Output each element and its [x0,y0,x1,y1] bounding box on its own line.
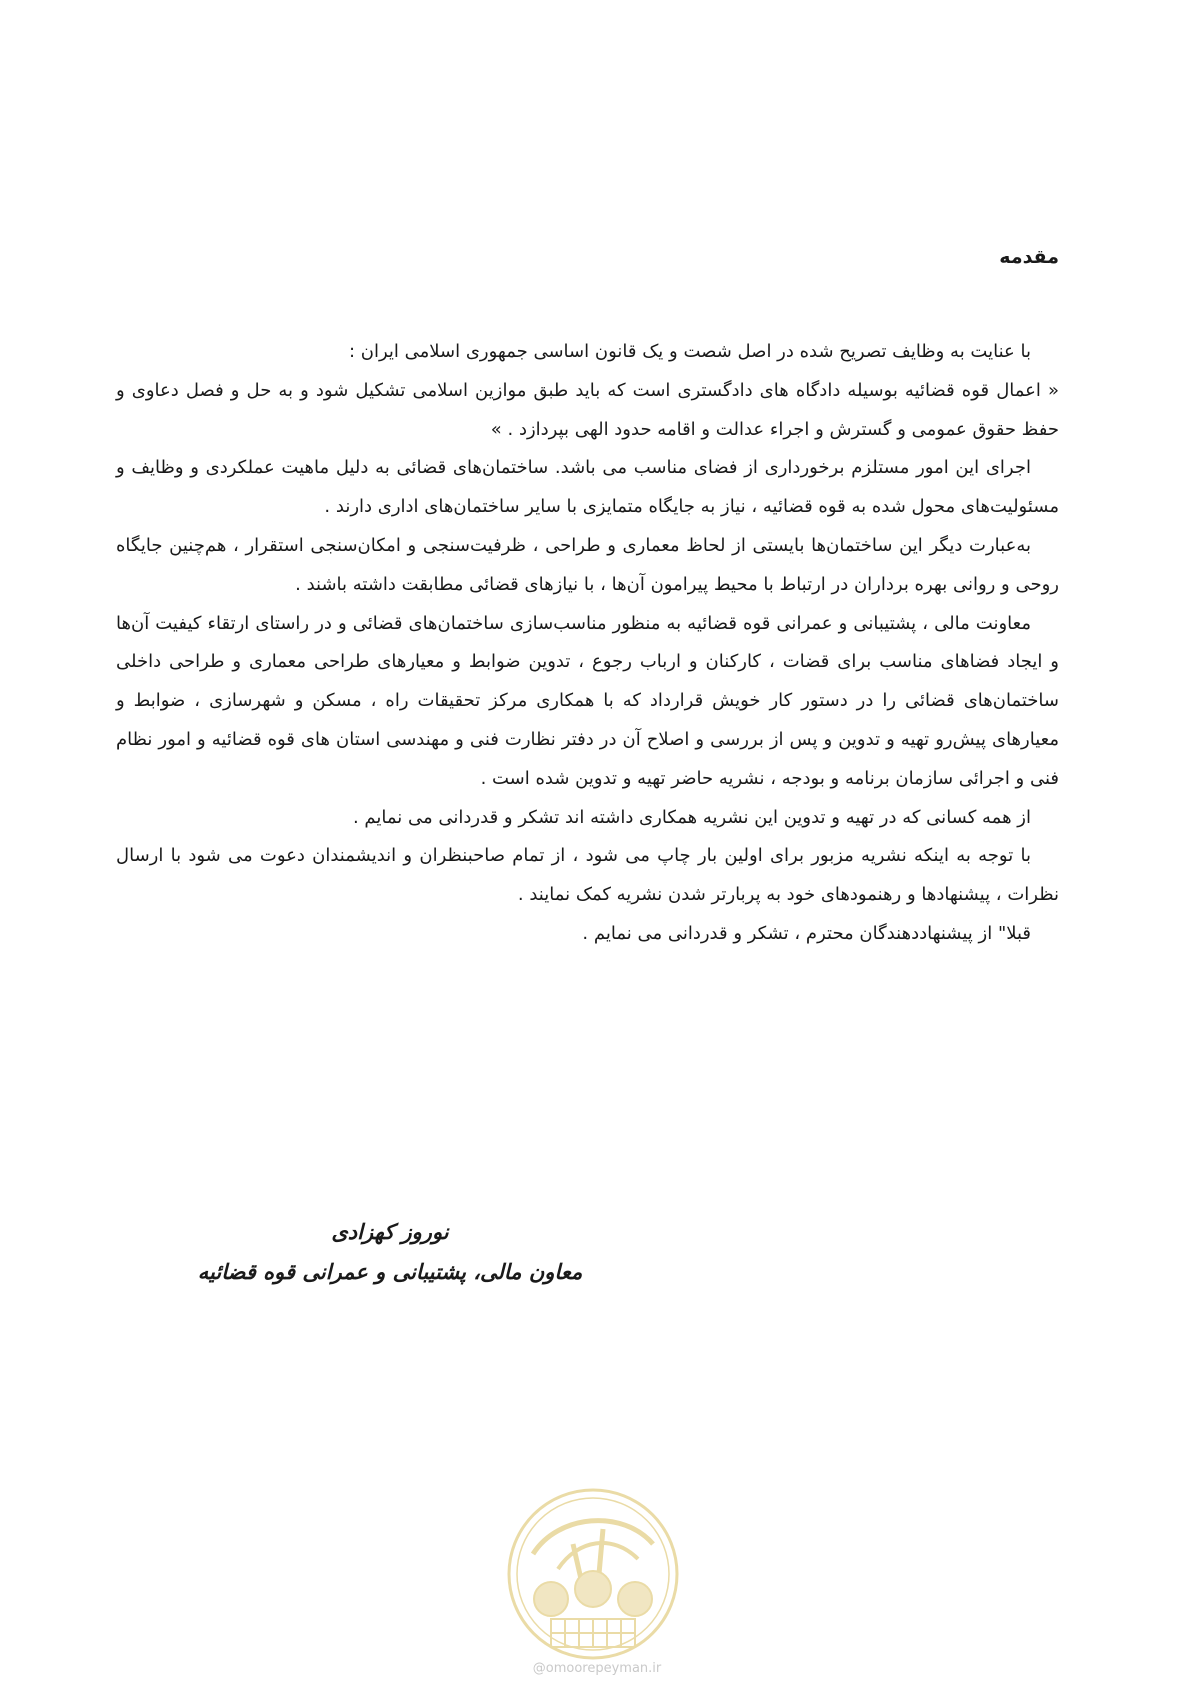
paragraph-2-quote: « اعمال قوه قضائیه بوسیله دادگاه های دادگستری است که باید طبق موازین اسلامی تشکیل شود و به حل و فصل دعاوی و حفظ حقوق عمومی و گسترش و اجراء عدالت و اقامه حدود الهی بپردازد . » [116,379,1059,440]
paragraph-3: اجرای این امور مستلزم برخورداری از فضای مناسب می باشد. ساختمان‌های قضائی به دلیل ماهیت عملکردی و وظایف و مسئولیت‌های محول شده به قوه قضائیه ، نیاز به جایگاه متمایزی با سایر ساختمان‌های اداری دارند . [116,457,1059,518]
paragraph-8: قبلا" از پیشنهاددهندگان محترم ، تشکر و قدردانی می نمایم . [582,922,1031,944]
paragraph-5: معاونت مالی ، پشتیبانی و عمرانی قوه قضائیه به منظور مناسب‌سازی ساختمان‌های قضائی و در راستای ارتقاء کیفیت آن‌ها و ایجاد فضاهای مناسب برای قضات ، کارکنان و ارباب رجوع ، تدوین ضوابط و معیارهای طراحی معماری و طراحی داخلی ساختمان‌های قضائی را در دستور کار خویش قرارداد که با همکاری مرکز تحقیقات راه ، مسکن و شهرسازی ، ضوابط و معیارهای پیش‌رو تهیه و تدوین و پس از بررسی و اصلاح آن در دفتر نظارت فنی و مهندسی استان های قوه قضائیه و امور نظام فنی و اجرائی سازمان برنامه و بودجه ، نشریه حاضر تهیه و تدوین شده است . [116,612,1059,789]
paragraph-7: با توجه به اینکه نشریه مزبور برای اولین بار چاپ می شود ، از تمام صاحبنظران و اندیشمندان دعوت می شود با ارسال نظرات ، پیشنهادها و رهنمودهای خود به پربارتر شدن نشریه کمک نمایند . [116,845,1059,906]
signature-block [180,1212,600,1292]
paragraph-1: با عنایت به وظایف تصریح شده در اصل شصت و یک قانون اساسی جمهوری اسلامی ایران : [348,341,1031,362]
document-body [116,333,1059,954]
signatory-title: معاون مالی، پشتیبانی و عمرانی قوه قضائیه [197,1260,583,1284]
paragraph-6: از همه کسانی که در تهیه و تدوین این نشریه همکاری داشته اند تشکر و قدردانی می نمایم . [352,806,1031,828]
paragraph-4: به‌عبارت دیگر این ساختمان‌ها بایستی از لحاظ معماری و طراحی ، ظرفیت‌سنجی و امکان‌سنجی استقرار ، هم‌چنین جایگاه روحی و روانی بهره برداران در ارتباط با محیط پیرامون آن‌ها ، با نیازهای قضائی مطابقت داشته باشند . [116,534,1059,595]
signatory-name: نوروز کهزادی [331,1220,449,1244]
watermark-url: @omoorepeyman.ir [532,1661,662,1676]
seal-logo-icon [503,1484,683,1664]
page-title: مقدمه [999,246,1059,268]
